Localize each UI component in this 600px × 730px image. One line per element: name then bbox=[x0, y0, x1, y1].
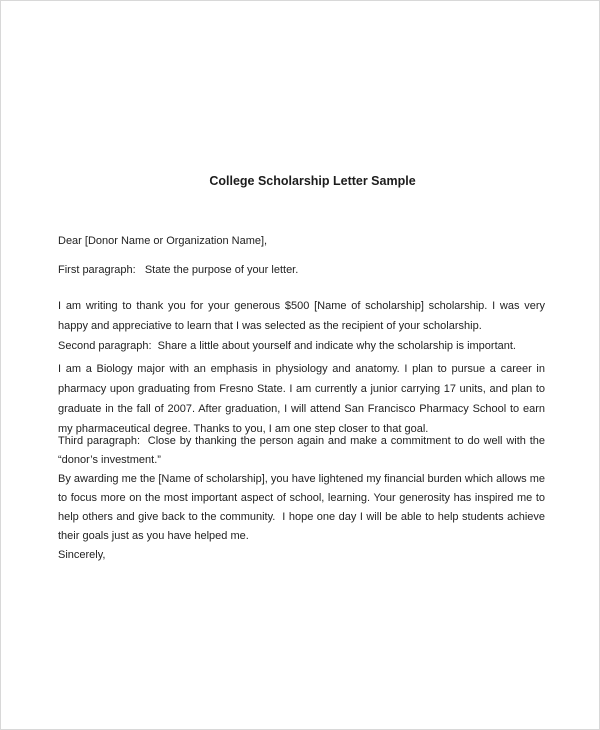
document-title: College Scholarship Letter Sample bbox=[209, 174, 416, 188]
paragraph-2 bbox=[58, 359, 549, 439]
instruction-first-paragraph: First paragraph: State the purpose of your letter. bbox=[58, 264, 299, 276]
paragraph-2-body: I am a Biology major with an emphasis in physiology and anatomy. I plan to pursue a career in pharmacy upon graduating from Fresno State. I am currently a junior carrying 17 units, and plan to graduate in the fall of 2007. After graduation, I will attend San Francisco Pharmacy School to earn my pharmaceutical degree. Thanks to you, I am one step closer to that goal. bbox=[58, 363, 549, 435]
salutation-line: Dear [Donor Name or Organization Name], bbox=[58, 235, 268, 247]
instruction-third-paragraph: Third paragraph: Close by thanking the person again and make a commitment to do well with the “donor’s investment.” bbox=[58, 435, 549, 466]
paragraph-1-body: I am writing to thank you for your generous $500 [Name of scholarship] scholarship. I was very happy and appreciative to learn that I was selected as the recipient of your scholarship. bbox=[58, 300, 549, 332]
paragraph-3 bbox=[58, 432, 549, 546]
instruction-second-paragraph: Second paragraph: Share a little about yourself and indicate why the scholarship is important. bbox=[58, 340, 516, 352]
closing-line: Sincerely, bbox=[58, 549, 106, 561]
paragraph-1 bbox=[58, 296, 549, 356]
paragraph-3-body: By awarding me the [Name of scholarship], you have lightened my financial burden which allows me to focus more on the most important aspect of school, learning. Your generosity has inspired me to help others and give back to the community. I hope one day I will be able to help students achieve their goals just as you have helped me. bbox=[58, 473, 549, 542]
